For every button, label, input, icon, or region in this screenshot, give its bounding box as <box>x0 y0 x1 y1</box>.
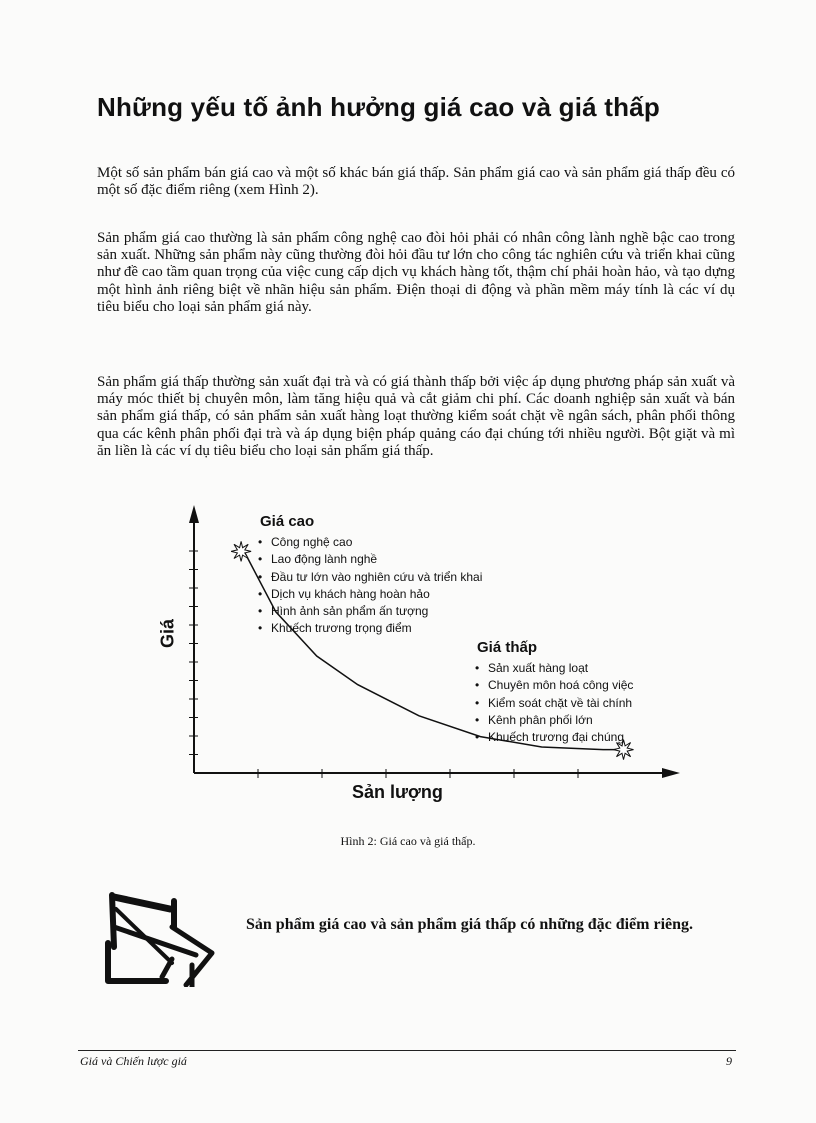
low-price-title: Giá thấp <box>477 639 538 656</box>
x-axis-arrow <box>662 768 680 778</box>
x-axis-label: Sản lượng <box>352 782 443 802</box>
high-price-item: • Lao động lành nghề <box>257 551 482 568</box>
figure-caption: Hình 2: Giá cao và giá thấp. <box>340 834 476 848</box>
footer-rule <box>78 1050 736 1051</box>
high-price-marker <box>231 541 251 561</box>
low-price-list <box>474 660 633 746</box>
page-heading: Những yếu tố ảnh hưởng giá cao và giá thấp <box>97 92 660 122</box>
high-price-item: • Công nghệ cao <box>257 534 482 551</box>
low-price-item: • Chuyên môn hoá công việc <box>474 677 633 694</box>
note-text: Sản phẩm giá cao và sản phẩm giá thấp có những đặc điểm riêng. <box>246 916 694 933</box>
paragraph-low-price: Sản phẩm giá thấp thường sản xuất đại trà và có giá thành thấp bởi việc áp dụng phương pháp sản xuất và máy móc thiết bị chuyên môn, làm tăng hiệu quả và cắt giảm chi phí. Các doanh nghiệp sản xuất và bán sản phẩm giá thấp, có sản phẩm sản xuất hàng loạt thường kiểm soát chặt về ngân sách, phân phối thông qua các kênh phân phối đại trà và áp dụng biện pháp quảng cáo đại chúng tới nhiều người. Bột giặt và mì ăn liền là các ví dụ tiêu biểu cho loại sản phẩm giá thấp. <box>97 374 735 459</box>
low-price-item: • Kênh phân phối lớn <box>474 712 633 729</box>
paragraph-high-price: Sản phẩm giá cao thường là sản phẩm công nghệ cao đòi hỏi phải có nhân công lành nghề bậc cao trong sản xuất. Những sản phẩm này cũng thường đòi hỏi đầu tư lớn cho công tác nghiên cứu và triển khai cũng như đề cao tầm quan trọng của việc cung cấp dịch vụ khách hàng tốt, thậm chí phải hoàn hảo, và tạo dựng một hình ảnh riêng biệt về nhãn hiệu sản phẩm. Điện thoại di động và phần mềm máy tính là các ví dụ tiêu biểu cho loại sản phẩm giá này. <box>97 230 735 315</box>
y-axis-label: Giá <box>157 619 178 649</box>
high-price-item: • Đầu tư lớn vào nghiên cứu và triển khai <box>257 569 482 586</box>
high-price-item: • Dịch vụ khách hàng hoàn hảo <box>257 586 482 603</box>
arrow-note-icon <box>100 887 220 987</box>
footer-title: Giá và Chiến lược giá <box>80 1054 187 1068</box>
page-number: 9 <box>726 1054 732 1068</box>
price-volume-chart <box>150 505 680 815</box>
low-price-item: • Kiểm soát chặt về tài chính <box>474 695 633 712</box>
low-price-item: • Sản xuất hàng loạt <box>474 660 633 677</box>
high-price-list <box>257 534 482 638</box>
low-price-item: • Khuếch trương đại chúng <box>474 729 633 746</box>
paragraph-intro: Một số sản phẩm bán giá cao và một số khác bán giá thấp. Sản phẩm giá cao và sản phẩm giá thấp đều có một số đặc điểm riêng (xem Hình 2). <box>97 165 735 199</box>
high-price-item: • Khuếch trương trọng điểm <box>257 620 482 637</box>
high-price-item: • Hình ảnh sản phẩm ấn tượng <box>257 603 482 620</box>
high-price-title: Giá cao <box>260 513 315 530</box>
y-axis-arrow <box>189 505 199 523</box>
